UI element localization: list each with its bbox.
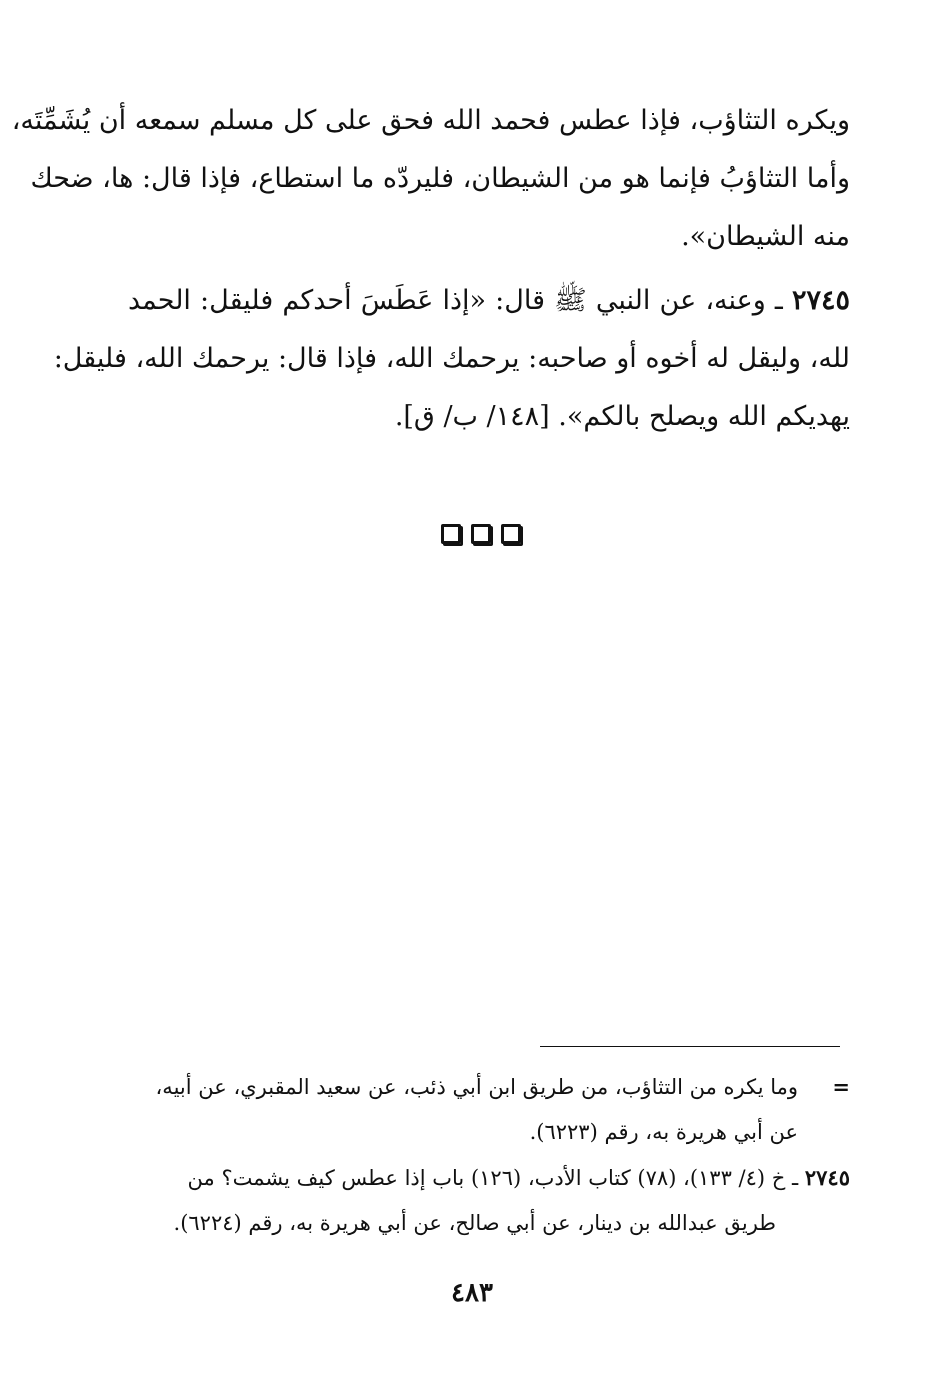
ornament-square	[441, 524, 461, 544]
text-line: وأما التثاؤبُ فإنما هو من الشيطان، فليردّه ما استطاع، فإذا قال: ها، ضحك	[30, 163, 850, 194]
text-line: منه الشيطان».	[681, 221, 850, 252]
paragraph-1	[11, 92, 850, 266]
text-line: ويكره التثاؤب، فإذا عطس فحمد الله فحق على كل مسلم سمعه أن يُشَمِّتَه،	[11, 105, 850, 136]
footnote-text: وما يكره من التثاؤب، من طريق ابن أبي ذئب، عن سعيد المقبري، عن أبيه،	[155, 1075, 798, 1099]
ornament-square	[501, 524, 521, 544]
hadith-number: ٢٧٤٥	[791, 285, 850, 316]
footnote-line	[128, 1155, 850, 1201]
footnotes	[128, 1064, 850, 1246]
continuation-marker: =	[832, 1074, 850, 1099]
text-fragment: ـ وعنه، عن النبي ﷺ قال: «إذا عَطَسَ أحدكم فليقل: الحمد	[128, 285, 783, 316]
footnote-line	[128, 1064, 850, 1110]
paragraph-hadith-2745	[53, 272, 850, 446]
footnote-text: ـ خ (٤/ ١٣٣)، (٧٨) كتاب الأدب، (١٢٦) باب إذا عطس كيف يشمت؟ من	[187, 1166, 799, 1190]
footnote-line: طريق عبدالله بن دينار، عن أبي صالح، عن أبي هريرة به، رقم (٦٢٢٤).	[173, 1211, 776, 1235]
text-line: يهديكم الله ويصلح بالكم». [١٤٨/ ب/ ق].	[394, 401, 850, 432]
text-line: لله، وليقل له أخوه أو صاحبه: يرحمك الله، فإذا قال: يرحمك الله، فليقل:	[53, 343, 850, 374]
section-end-ornament	[441, 524, 521, 544]
main-text	[11, 92, 850, 446]
footnote-separator	[540, 1046, 840, 1047]
ornament-square	[471, 524, 491, 544]
page-number: ٤٨٣	[451, 1278, 493, 1308]
text-line-with-number	[128, 272, 850, 330]
footnote-line: عن أبي هريرة به، رقم (٦٢٢٣).	[529, 1120, 798, 1144]
footnote-number: ٢٧٤٥	[804, 1165, 850, 1190]
